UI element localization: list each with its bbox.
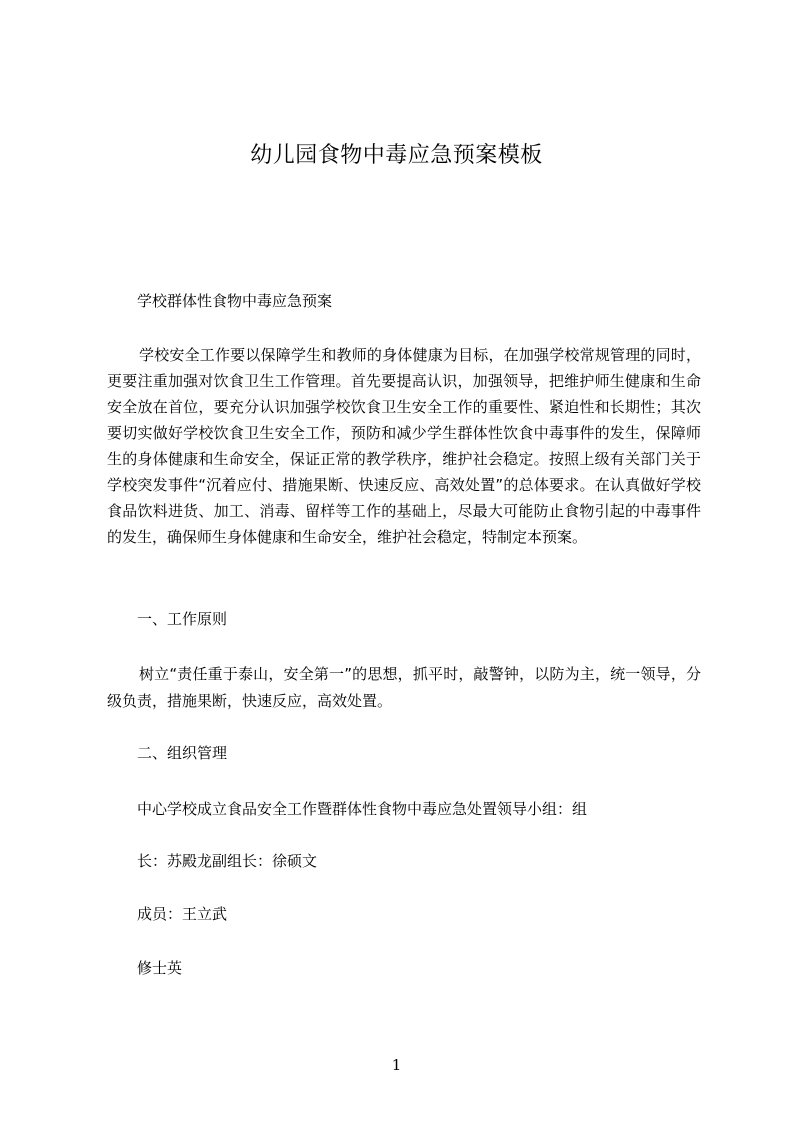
plan-subtitle: 学校群体性食物中毒应急预案 (137, 292, 333, 310)
organization-line: 中心学校成立食品安全工作暨群体性食物中毒应急处置领导小组：组 (137, 800, 588, 818)
section-heading-organization: 二、组织管理 (137, 744, 228, 762)
document-title: 幼儿园食物中毒应急预案模板 (250, 143, 543, 168)
intro-paragraph: 学校安全工作要以保障学生和教师的身体健康为目标，在加强学校常规管理的同时，更要注重加强对饮食卫生工作管理。首先要提高认识，加强领导，把维护师生健康和生命安全放在首位，要充分认识加强学校饮食卫生安全工作的重要性、紧迫性和长期性；其次要切实做好学校饮食卫生安全工作，预防和减少学生群体性饮食中毒事件的发生，保障师生的身体健康和生命安全，保证正常的教学秩序，维护社会稳定。按照上级有关部门关于学校突发事件“沉着应付、措施果断、快速反应、高效处置”的总体要求。在认真做好学校食品饮料进货、加工、消毒、留样等工作的基础上，尽最大可能防止食物引起的中毒事件的发生，确保师生身体健康和生命安全，维护社会稳定，特制定本预案。 (107, 346, 701, 546)
member-name-line: 修士英 (137, 959, 183, 977)
principles-paragraph: 树立“责任重于泰山，安全第一”的思想，抓平时，敲警钟，以防为主，统一领导，分级负责，措施果断，快速反应，高效处置。 (107, 665, 701, 710)
leader-line: 长：苏殿龙副组长：徐硕文 (137, 852, 318, 870)
members-line: 成员：王立武 (137, 905, 228, 923)
page-number: 1 (391, 1056, 402, 1074)
section-heading-principles: 一、工作原则 (137, 610, 228, 628)
